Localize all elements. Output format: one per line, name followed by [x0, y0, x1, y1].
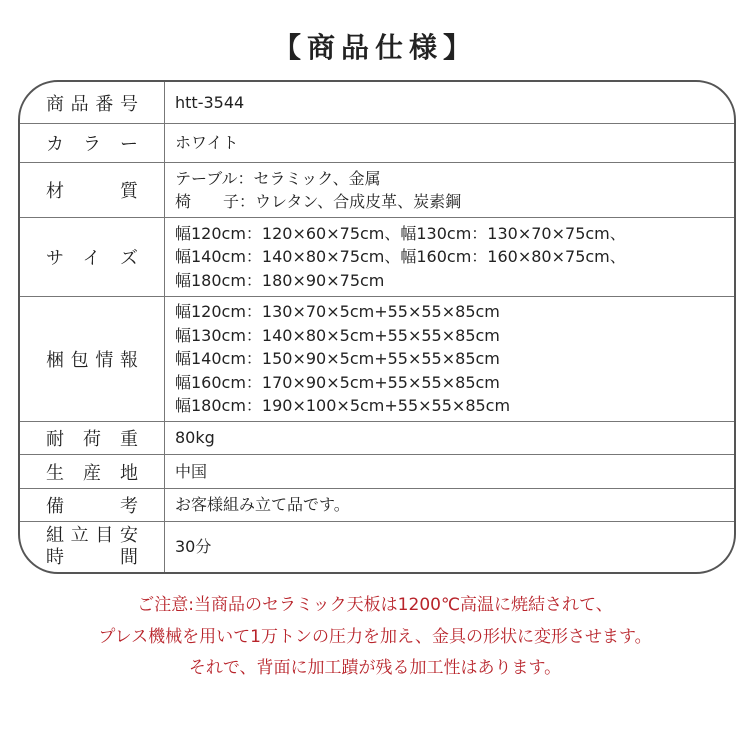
- row-product-number: [20, 82, 734, 124]
- row-value: 幅120cm：120×60×75cm、幅130cm：130×70×75cm、: [175, 223, 626, 243]
- row-label: 生産地: [46, 462, 138, 484]
- row-value: 30分: [175, 537, 212, 557]
- row-load-capacity: [20, 422, 734, 455]
- row-assembly-time: [20, 522, 734, 572]
- caution-note-line: ご注意:当商品のセラミック天板は1200℃高温に焼結されて、: [137, 595, 613, 615]
- row-value: 幅140cm：140×80×75cm、幅160cm：160×80×75cm、: [175, 247, 626, 267]
- row-remarks: [20, 489, 734, 522]
- row-origin: [20, 455, 734, 489]
- row-value: 80kg: [175, 428, 215, 448]
- row-value: 幅130cm：140×80×5cm+55×55×85cm: [175, 325, 500, 345]
- row-size: [20, 218, 734, 297]
- row-value: 幅180cm：180×90×75cm: [175, 270, 385, 290]
- row-label: 備考: [46, 496, 138, 517]
- row-value: 幅160cm：170×90×5cm+55×55×85cm: [175, 372, 500, 392]
- row-label: 組立目安: [46, 525, 138, 546]
- row-value: 幅180cm：190×100×5cm+55×55×85cm: [175, 396, 511, 416]
- row-value: htt-3544: [175, 92, 245, 112]
- row-value: 幅140cm：150×90×5cm+55×55×85cm: [175, 349, 500, 369]
- caution-note-line: それで、背面に加工蹟が残る加工性はあります。: [188, 658, 562, 678]
- row-label: 材質: [46, 181, 138, 202]
- row-packaging: [20, 297, 734, 422]
- row-material: [20, 163, 734, 218]
- row-label: 梱包情報: [46, 350, 138, 371]
- row-value: 椅 子：ウレタン、合成皮革、炭素鋼: [175, 192, 462, 211]
- row-label: サイズ: [46, 248, 138, 269]
- page-title: 【商品仕様】: [272, 31, 477, 64]
- row-value: お客様組み立て品です。: [175, 495, 350, 515]
- row-value: ホワイト: [175, 133, 239, 153]
- row-label: カラー: [46, 134, 138, 155]
- caution-note-line: プレス機械を用いて1万トンの圧力を加え、金具の形状に変形させます。: [98, 627, 652, 647]
- row-value: テーブル：セラミック、金属: [175, 168, 381, 188]
- spec-table: [18, 80, 736, 574]
- row-label: 商品番号: [46, 93, 138, 115]
- row-label: 耐荷重: [46, 429, 138, 450]
- row-label: 時間: [46, 547, 138, 568]
- row-color: [20, 124, 734, 163]
- row-value: 幅120cm：130×70×5cm+55×55×85cm: [175, 302, 500, 322]
- row-value: 中国: [175, 461, 208, 481]
